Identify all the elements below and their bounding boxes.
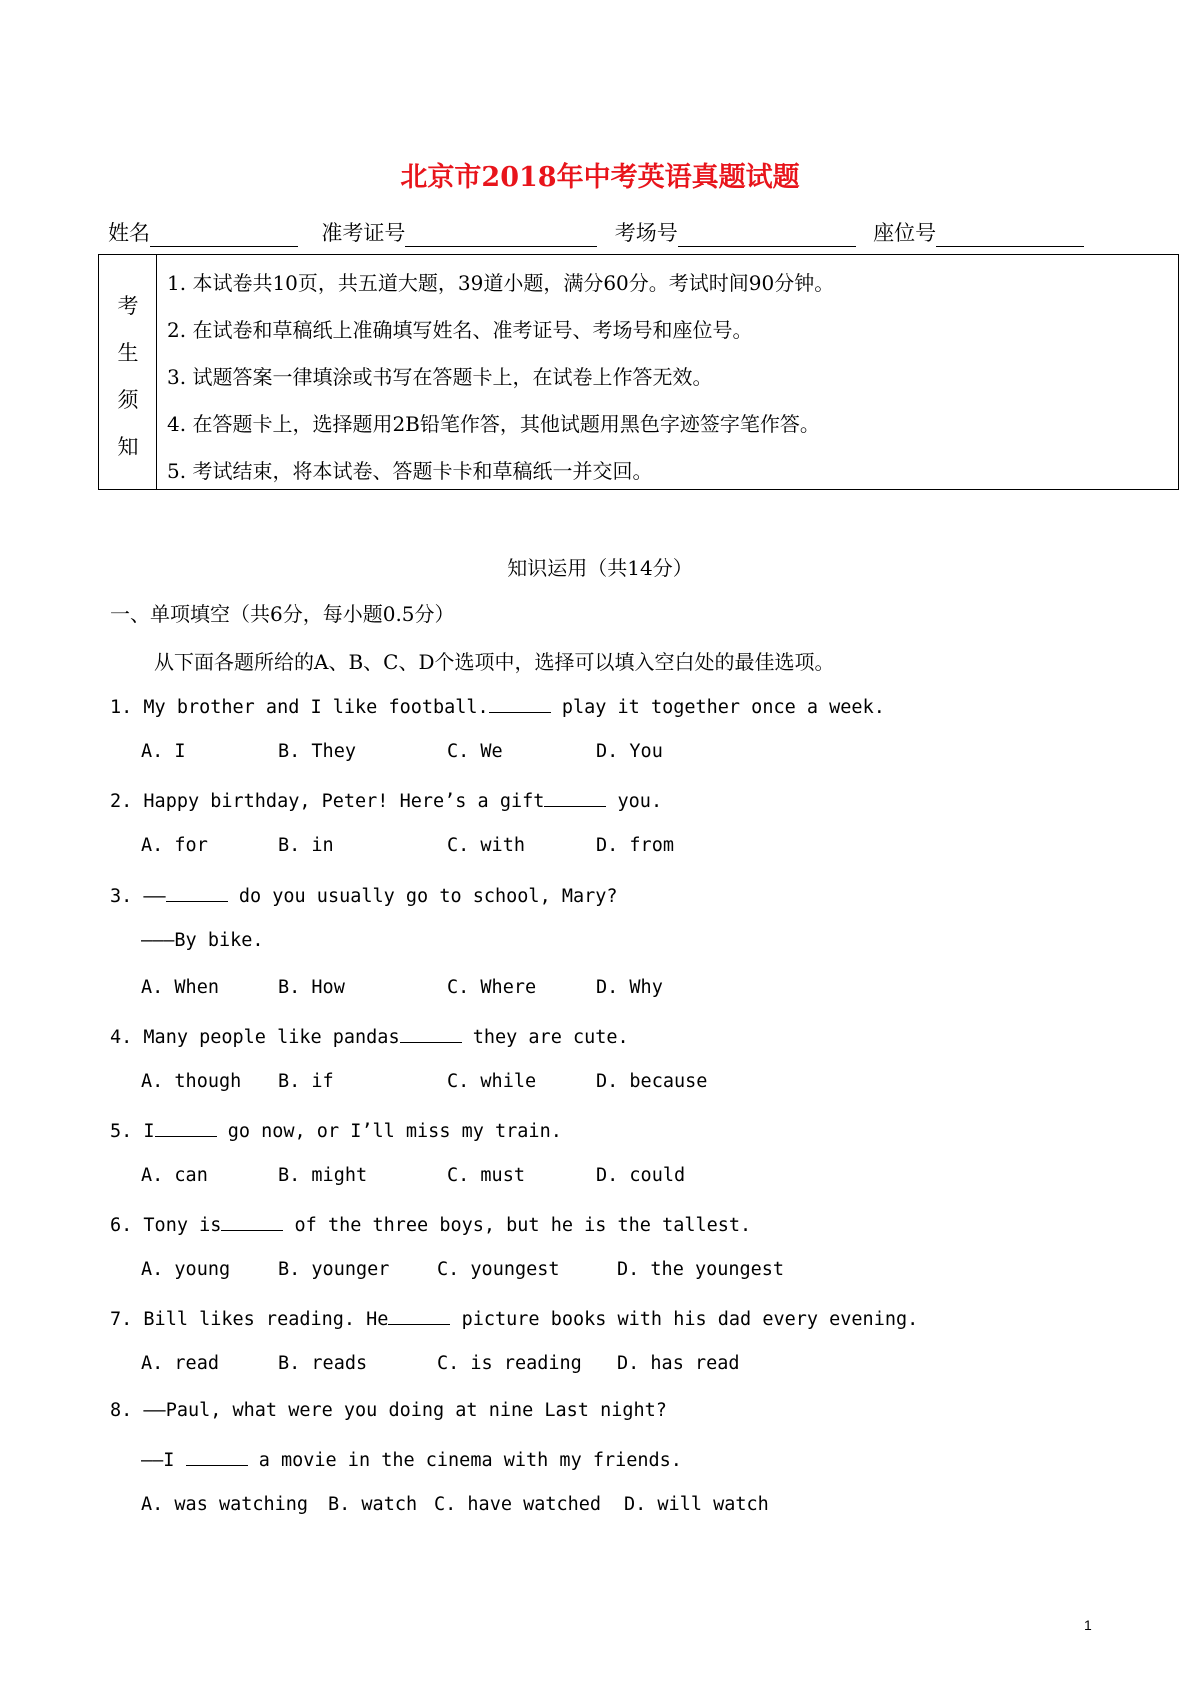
option-c[interactable]: C. is reading <box>437 1353 582 1374</box>
notice-item: 2. 在试卷和草稿纸上准确填写姓名、准考证号、考场号和座位号。 <box>167 318 753 342</box>
answer-blank[interactable] <box>388 1306 450 1325</box>
question-text: do you usually go to school, Mary? <box>227 886 618 907</box>
option-b[interactable]: B. might <box>278 1165 368 1186</box>
answer-blank[interactable] <box>155 1118 217 1137</box>
question-text: 3. —— <box>110 886 166 907</box>
question-5 <box>110 1118 562 1142</box>
question-7 <box>110 1306 918 1330</box>
question-3-reply: ———By bike. <box>141 930 264 951</box>
notice-heading-char: 生 <box>117 341 139 365</box>
option-a[interactable]: A. I <box>141 741 186 762</box>
option-a[interactable]: A. When <box>141 977 219 998</box>
notice-item: 5. 考试结束，将本试卷、答题卡卡和草稿纸一并交回。 <box>167 459 653 483</box>
page-number: 1 <box>1084 1617 1092 1633</box>
instruction: 从下面各题所给的A、B、C、D个选项中，选择可以填入空白处的最佳选项。 <box>154 650 835 674</box>
name-blank[interactable] <box>150 224 298 247</box>
option-c[interactable]: C. have watched <box>434 1494 602 1515</box>
option-d[interactable]: D. the youngest <box>617 1259 785 1280</box>
question-2 <box>110 788 662 812</box>
question-3 <box>110 883 618 907</box>
option-c[interactable]: C. Where <box>447 977 537 998</box>
option-d[interactable]: D. will watch <box>624 1494 769 1515</box>
option-c[interactable]: C. with <box>447 835 525 856</box>
exam-id-label: 准考证号 <box>321 221 406 245</box>
option-a[interactable]: A. can <box>141 1165 208 1186</box>
question-text: 5. I <box>110 1121 155 1142</box>
option-d[interactable]: D. from <box>596 835 674 856</box>
section-title: 知识运用（共14分） <box>507 556 693 580</box>
option-d[interactable]: D. has read <box>617 1353 740 1374</box>
option-a[interactable]: A. though <box>141 1071 242 1092</box>
option-b[interactable]: B. if <box>278 1071 334 1092</box>
answer-blank[interactable] <box>544 788 606 807</box>
question-text: go now, or I’ll miss my train. <box>216 1121 562 1142</box>
exam-title: 北京市2018年中考英语真题试题 <box>400 162 800 193</box>
question-text: of the three boys, but he is the tallest. <box>283 1215 752 1236</box>
answer-blank[interactable] <box>166 883 228 902</box>
notice-item: 4. 在答题卡上，选择题用2B铅笔作答，其他试题用黑色字迹签字笔作答。 <box>167 412 820 436</box>
room-label: 考场号 <box>614 221 678 245</box>
answer-blank[interactable] <box>221 1212 283 1231</box>
question-4 <box>110 1024 629 1048</box>
question-text: play it together once a week. <box>550 697 885 718</box>
question-text: ——I <box>141 1450 186 1471</box>
option-c[interactable]: C. must <box>447 1165 525 1186</box>
option-d[interactable]: D. You <box>596 741 663 762</box>
answer-blank[interactable] <box>400 1024 462 1043</box>
candidate-notice-box <box>98 254 1179 490</box>
notice-item: 1. 本试卷共10页，共五道大题，39道小题，满分60分。考试时间90分钟。 <box>167 271 835 295</box>
name-label: 姓名 <box>108 221 150 245</box>
question-text: 7. Bill likes reading. He <box>110 1309 389 1330</box>
part-title: 一、单项填空（共6分，每小题0.5分） <box>110 602 455 626</box>
question-text: 4. Many people like pandas <box>110 1027 400 1048</box>
question-text: 6. Tony is <box>110 1215 222 1236</box>
question-6 <box>110 1212 751 1236</box>
option-b[interactable]: B. younger <box>278 1259 390 1280</box>
seat-blank[interactable] <box>936 224 1084 247</box>
notice-item: 3. 试题答案一律填涂或书写在答题卡上，在试卷上作答无效。 <box>167 365 713 389</box>
option-d[interactable]: D. Why <box>596 977 663 998</box>
option-b[interactable]: B. reads <box>278 1353 368 1374</box>
question-text: a movie in the cinema with my friends. <box>247 1450 682 1471</box>
option-b[interactable]: B. in <box>278 835 334 856</box>
question-text: they are cute. <box>461 1027 629 1048</box>
exam-id-blank[interactable] <box>405 224 597 247</box>
question-8-reply <box>141 1447 682 1471</box>
question-text: 2. Happy birthday, Peter! Here’s a gift <box>110 791 545 812</box>
candidate-info-row <box>108 217 1068 247</box>
option-d[interactable]: D. because <box>596 1071 708 1092</box>
option-b[interactable]: B. watch <box>328 1494 418 1515</box>
notice-heading-char: 考 <box>117 294 139 318</box>
notice-heading <box>99 255 157 489</box>
question-text: 8. ——Paul, what were you doing at nine Last night? <box>110 1400 667 1421</box>
seat-label: 座位号 <box>873 221 937 245</box>
room-blank[interactable] <box>678 224 856 247</box>
option-a[interactable]: A. for <box>141 835 208 856</box>
option-a[interactable]: A. young <box>141 1259 231 1280</box>
answer-blank[interactable] <box>186 1447 248 1466</box>
option-c[interactable]: C. We <box>447 741 503 762</box>
option-b[interactable]: B. How <box>278 977 345 998</box>
option-d[interactable]: D. could <box>596 1165 686 1186</box>
option-a[interactable]: A. read <box>141 1353 219 1374</box>
option-c[interactable]: C. while <box>447 1071 537 1092</box>
question-text: you. <box>606 791 663 812</box>
option-c[interactable]: C. youngest <box>437 1259 560 1280</box>
answer-blank[interactable] <box>489 694 551 713</box>
option-b[interactable]: B. They <box>278 741 356 762</box>
option-a[interactable]: A. was watching <box>141 1494 309 1515</box>
question-text: 1. My brother and I like football. <box>110 697 489 718</box>
question-1 <box>110 694 885 718</box>
notice-heading-char: 知 <box>117 435 139 459</box>
notice-heading-char: 须 <box>117 388 139 412</box>
question-text: picture books with his dad every evening. <box>450 1309 919 1330</box>
question-8 <box>110 1400 667 1421</box>
